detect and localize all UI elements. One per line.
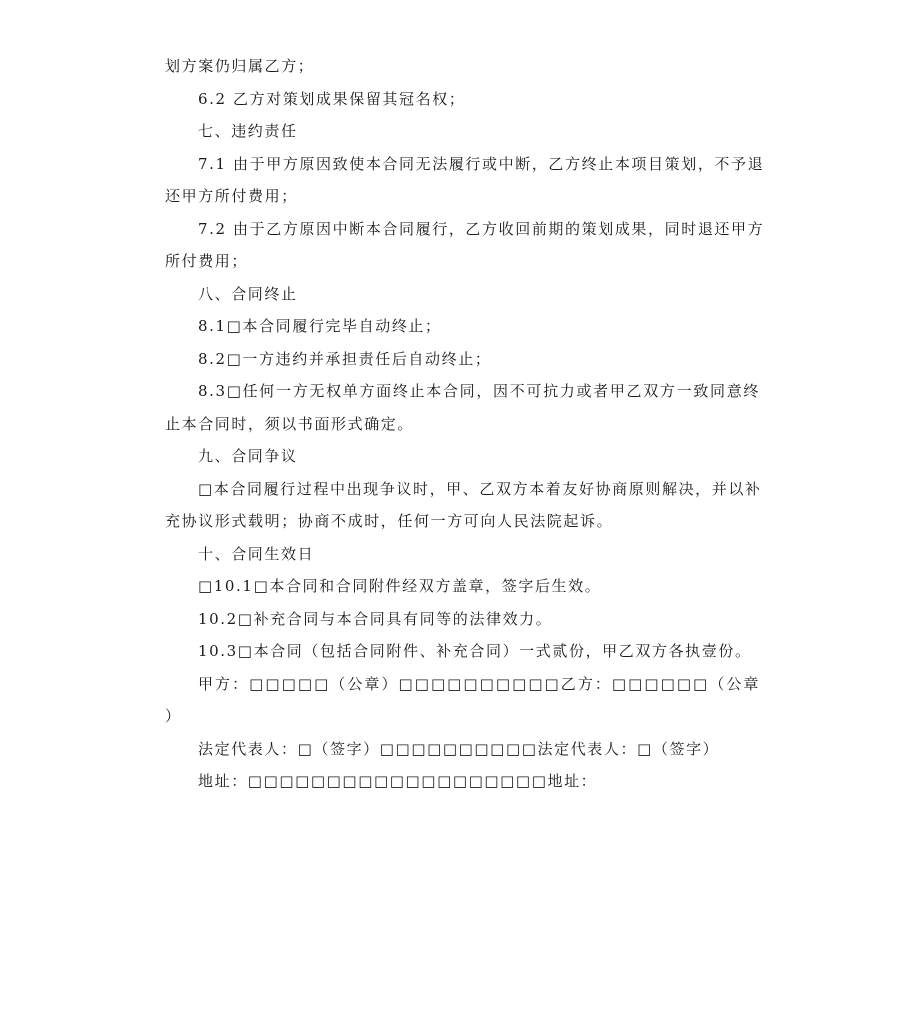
clause-7-2: 7.2 由于乙方原因中断本合同履行，乙方收回前期的策划成果，同时退还甲方 bbox=[198, 219, 765, 238]
clause-10-2: 10.2□补充合同与本合同具有同等的法律效力。 bbox=[198, 609, 553, 628]
section-heading-effective: 十、合同生效日 bbox=[198, 544, 315, 563]
clause-9-cont: 充协议形式载明；协商不成时，任何一方可向人民法院起诉。 bbox=[165, 512, 614, 530]
section-heading-termination: 八、合同终止 bbox=[198, 284, 298, 303]
clause-7-1-cont: 还甲方所付费用； bbox=[165, 187, 298, 205]
party-seal-line: 甲方：□□□□□（公章）□□□□□□□□□□乙方：□□□□□□（公章 bbox=[198, 674, 760, 693]
clause-8-2: 8.2□一方违约并承担责任后自动终止； bbox=[198, 349, 492, 368]
section-heading-dispute: 九、合同争议 bbox=[198, 447, 298, 465]
address-line: 地址：□□□□□□□□□□□□□□□□□□□地址： bbox=[198, 772, 598, 790]
clause-10-3: 10.3□本合同（包括合同附件、补充合同）一式贰份，甲乙双方各执壹份。 bbox=[198, 642, 752, 660]
clause-8-1: 8.1□本合同履行完毕自动终止； bbox=[198, 317, 442, 335]
clause-10-1: □10.1□本合同和合同附件经双方盖章，签字后生效。 bbox=[198, 577, 602, 595]
section-heading-breach: 七、违约责任 bbox=[198, 122, 298, 140]
text-line: 划方案仍归属乙方； bbox=[165, 57, 315, 75]
party-seal-line-cont: ） bbox=[165, 707, 182, 725]
clause-7-1: 7.1 由于甲方原因致使本合同无法履行或中断，乙方终止本项目策划，不予退 bbox=[198, 154, 765, 173]
clause-7-2-cont: 所付费用； bbox=[165, 252, 249, 270]
clause-8-3: 8.3□任何一方无权单方面终止本合同，因不可抗力或者甲乙双方一致同意终 bbox=[198, 382, 760, 400]
clause-6-2: 6.2 乙方对策划成果保留其冠名权； bbox=[198, 89, 466, 108]
legal-representative-line: 法定代表人：□（签字）□□□□□□□□□□法定代表人：□（签字） bbox=[198, 739, 720, 758]
contract-text bbox=[165, 50, 765, 798]
clause-9: □本合同履行过程中出现争议时，甲、乙双方本着友好协商原则解决，并以补 bbox=[198, 479, 762, 498]
clause-8-3-cont: 止本合同时，须以书面形式确定。 bbox=[165, 414, 415, 433]
